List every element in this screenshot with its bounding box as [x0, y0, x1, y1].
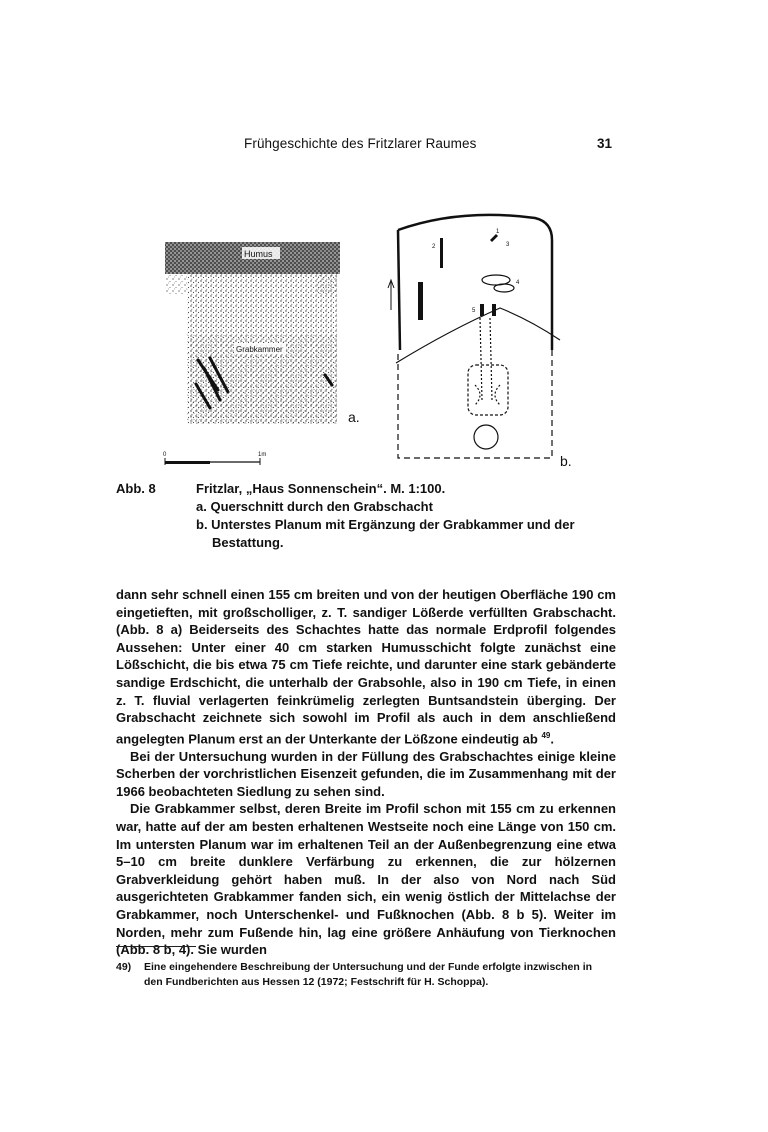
paragraph-1 [116, 586, 616, 748]
find-2 [440, 238, 443, 268]
find-number-2: 2 [432, 244, 436, 250]
north-arrow-icon [388, 280, 394, 310]
footnote-number: 49) [116, 961, 132, 973]
caption-label: Abb. 8 [116, 481, 156, 496]
page-number: 31 [597, 136, 613, 151]
panel-letter-b: b. [560, 453, 572, 469]
footnote-49 [116, 960, 616, 990]
find-number-4: 4 [516, 280, 520, 286]
figure-8 [160, 200, 580, 470]
find-number-5: 5 [472, 308, 476, 314]
find-number-3: 3 [506, 242, 510, 248]
find-deposit [418, 282, 423, 320]
find-numbers [432, 229, 520, 314]
running-header: Frühgeschichte des Fritzlarer Raumes [244, 136, 477, 151]
panel-letter-a: a. [348, 409, 360, 425]
figure-caption [116, 480, 616, 552]
footnote-line-1: Eine eingehendere Beschreibung der Untersuchung und der Funde erfolgte inzwischen in [144, 961, 593, 973]
humus-layer-right [285, 242, 340, 274]
caption-line-a: a. Querschnitt durch den Grabschacht [196, 499, 433, 514]
foot-bone-left [480, 304, 484, 316]
scale-zero-label: 0 [163, 452, 167, 458]
footnote-line-2: den Fundberichten aus Hessen 12 (1972; Festschrift für H. Schoppa). [144, 976, 489, 988]
find-number-1: 1 [496, 229, 500, 235]
section-a-profile [165, 242, 360, 425]
paragraph-1-end: . [550, 731, 555, 747]
caption-line-b2: Bestattung. [212, 535, 284, 550]
scale-end-label: 1m [258, 452, 267, 458]
paragraph-2: Bei der Untersuchung wurden in der Füllung des Grabschachtes einige kleine Scherben der vorchristlichen Eisenzeit gefunden, die im Zusammenhang mit der 1966 beobachteten Siedlung zu sehen sind. [116, 748, 616, 799]
paragraph-1-text: dann sehr schnell einen 155 cm breiten und von der heutigen Oberfläche 190 cm eingetieften, mit großscholliger, z. T. sandiger Lößerde verfüllten Grabschacht. (Abb. 8 a) Beiderseits des Schachtes hatte das normale Erdprofil folgendes Aussehen: Unter einer 40 cm starken Humusschicht folgte zunächst eine Lößschicht, die bis etwa 75 cm Tiefe reichte, und darunter eine stark gebänderte sandige Erdschicht, die unterhalb der Grabsohle, also in 190 cm Tiefe, in einen z. T. fluvial verlagerten feinkrümelig zerlegten Buntsandstein überging. Der Grabschacht zeichnete sich sowohl im Profil als auch in dem anschließend angelegten Planum erst an der Unterkante der Lößzone eindeutig ab [116, 587, 616, 747]
paragraph-3: Die Grabkammer selbst, deren Breite im Profil schon mit 155 cm zu erkennen war, hatte auf der am besten erhaltenen Westseite noch eine Länge von 150 cm. Im untersten Planum war im erhaltenen Teil an der Außenbegrenzung eine etwa 5–10 cm breite dunklere Verfärbung zu erkennen, die zur hölzernen Grabverkleidung gehört haben muß. In der also von Nord nach Süd ausgerichteten Grabkammer fanden sich, ein wenig östlich der Mittelachse der Grabkammer, noch Unterschenkel- und Fußknochen (Abb. 8 b 5). Weiter im Norden, mehr zum Fußende hin, lag eine größere Anhäufung von Tierknochen (Abb. 8 b, 4). Sie wurden [116, 801, 616, 958]
caption-line-b: b. Unterstes Planum mit Ergänzung der Grabkammer und der [196, 517, 575, 532]
foot-bone-right [492, 304, 496, 316]
body-text [116, 586, 616, 959]
grabkammer-label: Grabkammer [236, 345, 283, 354]
skeleton-outline [468, 318, 508, 449]
scale-bar [163, 452, 266, 465]
loess-layer-left [165, 274, 187, 294]
caption-line-1: Fritzlar, „Haus Sonnenschein“. M. 1:100. [196, 481, 446, 496]
find-1 [490, 234, 498, 242]
humus-label: Humus [244, 249, 273, 259]
section-b-planum [388, 215, 572, 469]
footnote-ref-49: 49 [541, 730, 551, 740]
footnote-divider [116, 946, 196, 947]
planum-outline-left [398, 230, 400, 350]
